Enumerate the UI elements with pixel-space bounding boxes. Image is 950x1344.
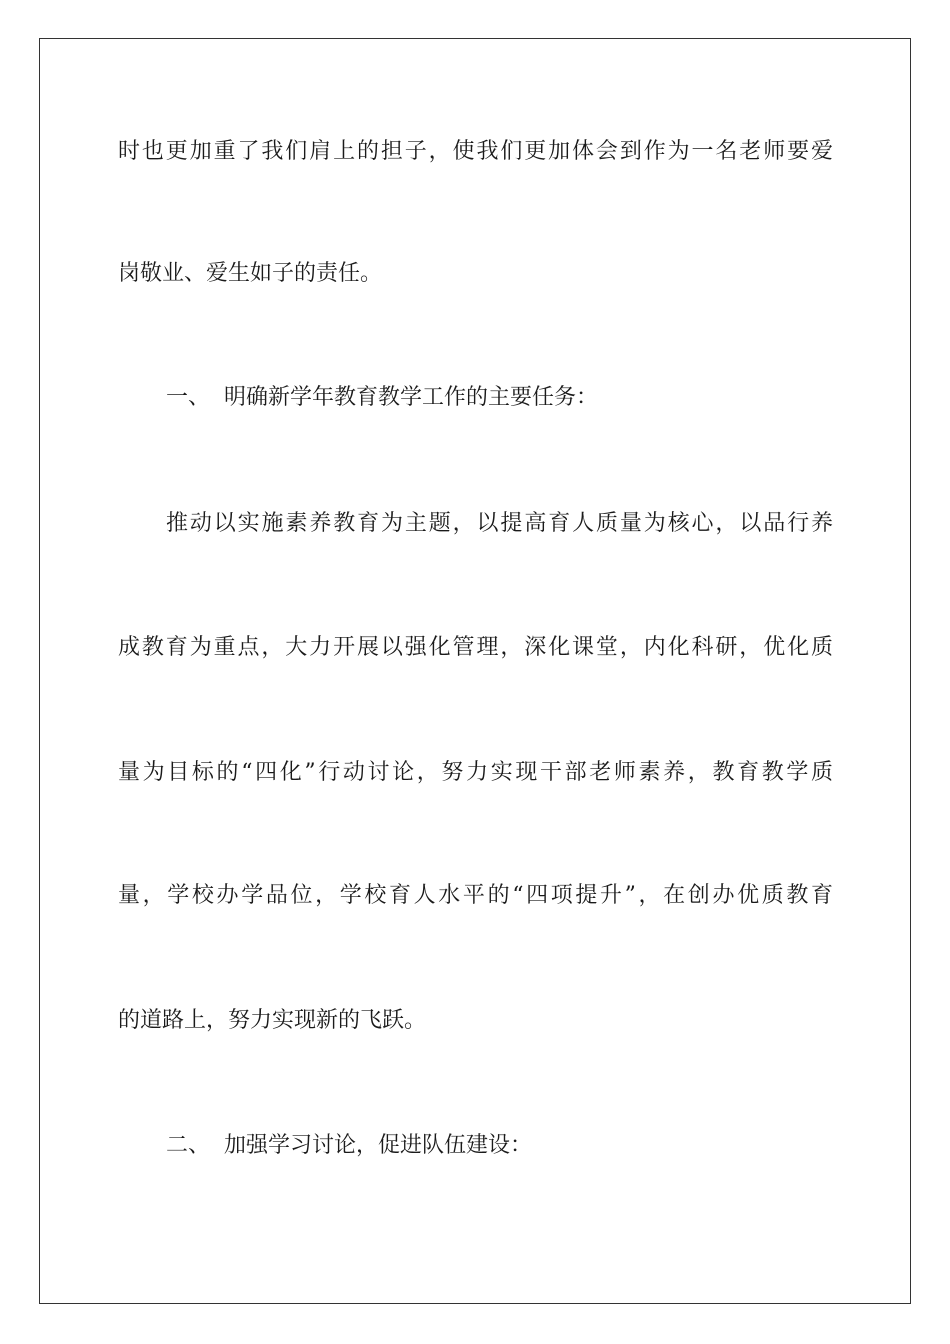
paragraph-intro-line-1: 时也更加重了我们肩上的担子，使我们更加体会到作为一名老师要爱 (118, 139, 833, 164)
paragraph-tasks-line-2: 成教育为重点，大力开展以强化管理，深化课堂，内化科研，优化质 (118, 635, 833, 660)
section-1-title: 明确新学年教育教学工作的主要任务： (224, 385, 599, 410)
page-border (39, 38, 911, 1304)
section-1-heading (166, 383, 598, 413)
paragraph-tasks-line-4: 量，学校办学品位，学校育人水平的“四项提升”，在创办优质教育 (118, 883, 833, 908)
paragraph-tasks-line-1: 推动以实施素养教育为主题，以提高育人质量为核心，以品行养 (166, 511, 833, 536)
paragraph-tasks-line-3: 量为目标的“四化”行动讨论，努力实现干部老师素养，教育教学质 (118, 760, 833, 785)
section-1-number: 一、 (166, 385, 211, 410)
section-2-title: 加强学习讨论，促进队伍建设： (224, 1133, 533, 1158)
section-2-number: 二、 (166, 1133, 211, 1158)
paragraph-intro-line-2: 岗敬业、爱生如子的责任。 (118, 261, 383, 286)
paragraph-tasks-line-5: 的道路上，努力实现新的飞跃。 (118, 1008, 427, 1033)
section-2-heading (166, 1131, 532, 1161)
